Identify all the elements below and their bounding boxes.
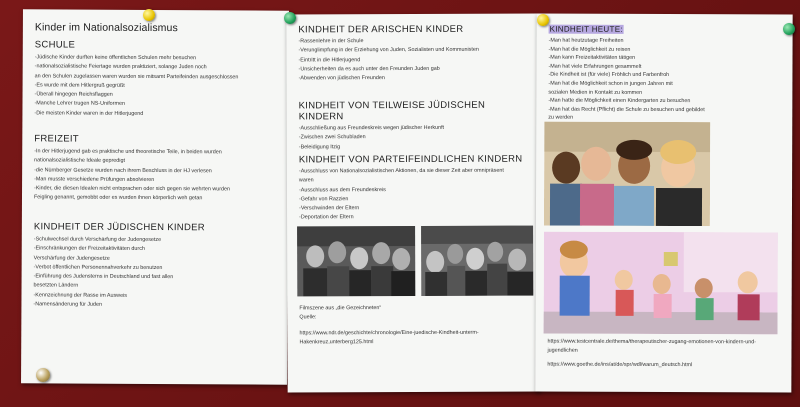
list-item: -Jüdische Kinder durften keine öffentlichen Schulen mehr besuchen bbox=[34, 54, 197, 62]
list-item: -Deportation der Eltern bbox=[299, 214, 354, 221]
list-item: -Schulwechsel durch Verschärfung der Judengesetze bbox=[33, 236, 162, 244]
list-item: -Die meisten Kinder waren in der Hitlerjugend bbox=[34, 110, 144, 117]
list-item: -Man hat viele Erfahrungen gesammelt bbox=[548, 63, 642, 70]
list-item: -Unsicherheiten da es auch unter den Freunden Juden gab bbox=[298, 65, 440, 73]
list-item: -Man hat heutzutage Freiheiten bbox=[548, 37, 624, 44]
pushpin-yellow bbox=[537, 14, 549, 26]
list-item: -Man hat die Möglichkeit schon in jungen Jahren mit bbox=[548, 80, 673, 87]
section-heading-parteifeindliche-kinder: KINDHEIT VON PARTEIFEINDLICHEN KINDERN bbox=[298, 153, 523, 166]
list-item: waren bbox=[298, 177, 314, 184]
list-item: zu werden bbox=[548, 114, 574, 122]
section-heading-freizeit: FREIZEIT bbox=[34, 133, 79, 145]
poster-nationalsozialismus bbox=[21, 9, 289, 384]
pushpin-gold bbox=[36, 368, 50, 382]
list-item: an den Schulen zugelassen waren wurden sie mitsamt Parteifeinden ausgeschlossen bbox=[34, 72, 239, 81]
list-item: -Ausschließung aus Freundeskreis wegen jüdischer Herkunft bbox=[298, 124, 445, 132]
list-item: -Namensänderung für Juden bbox=[33, 301, 103, 308]
section-heading-arische-kinder: KINDHEIT DER ARISCHEN KINDER bbox=[298, 23, 464, 36]
photo-caption: Filmszene aus „die Gezeichneten“ bbox=[299, 305, 382, 312]
list-item: -Eintritt in die Hitlerjugend bbox=[298, 56, 361, 63]
list-item: -Manche Lehrer trugen NS-Uniformen bbox=[34, 100, 125, 108]
pushpin-green bbox=[284, 12, 296, 24]
page-title: Kinder im Nationalsozialismus bbox=[34, 21, 178, 35]
list-item: -Einschränkungen der Freizeitaktivitäten durch bbox=[33, 245, 145, 253]
list-item: -Zwischen zwei Schubladen bbox=[298, 134, 366, 141]
list-item: -Man hat die Möglichkeit zu reisen bbox=[548, 46, 631, 53]
list-item: -Man musste verschiedene Prüfungen absolvieren bbox=[34, 176, 155, 183]
list-item: -Kinder, die diesen Idealen nicht entsprachen oder sich gegen sie wehrten wurden bbox=[34, 185, 231, 193]
list-item: -Man kann Freizeitaktivitäten tätigen bbox=[548, 54, 636, 62]
list-item: -Verunglimpfung in der Erziehung von Juden, Sozialisten und Kommunisten bbox=[298, 47, 479, 54]
list-item: -In der Hitlerjugend gab es praktische und theoretische Teile, in beiden wurden bbox=[34, 148, 222, 156]
list-item: -Verschwinden der Eltern bbox=[299, 205, 360, 212]
list-item: -Ausschluss aus dem Freundeskreis bbox=[298, 186, 386, 193]
list-item: -Es wurde mit dem Hitlergruß gegrüßt bbox=[34, 82, 125, 89]
list-item: -Überall hingegen Reichsflaggen bbox=[34, 91, 113, 98]
list-item: -Gefahr von Razzien bbox=[298, 196, 349, 203]
source-url: https://www.goethe.de/ins/at/de/spr/wdl/warum_deutsch.html bbox=[547, 361, 693, 368]
list-item: -Kennzeichnung der Rasse im Ausweis bbox=[33, 292, 127, 299]
pushpin-yellow bbox=[143, 9, 155, 21]
list-item: -nationalsozialistische Feiertage wurden praktiziert, solange Juden noch bbox=[34, 63, 207, 71]
list-item: -Ausschluss von Nationalsozialistischen Aktionen, da sie dieser Zeit aber omnipräsent bbox=[298, 167, 504, 175]
list-item: -die Nürnberger Gesetze wurden nach ihrem Beschluss in der HJ verlesen bbox=[34, 166, 212, 174]
list-item: Verschärfung der Judengesetze bbox=[33, 254, 110, 262]
source-url: https://www.ndr.de/geschichte/chronologie/Eine-juedische-Kindheit-unterm-Hakenkreuz,unterberg125.html bbox=[299, 329, 479, 346]
list-item: -Beleidigung Itzig bbox=[298, 143, 341, 150]
list-item: -Die Kindheit ist (für viele) Fröhlich und Farbenfroh bbox=[548, 71, 670, 79]
list-item: sozialen Medien in Kontakt zu kommen bbox=[548, 89, 643, 96]
list-item: -Rassenlehre in der Schule bbox=[298, 38, 364, 45]
list-item: -Einführung des Judensterns in Deutschland und fast allen bbox=[33, 273, 174, 281]
children-smiling-photo bbox=[544, 122, 710, 227]
list-item: -Man hat das Recht (Pflicht) die Schule zu besuchen und gebildet bbox=[548, 106, 705, 113]
list-item: nationalsozialistische Ideale gepredigt bbox=[34, 157, 126, 165]
poster-kindheit-heute bbox=[535, 14, 792, 393]
section-heading-teilweise-juedische-kinder: KINDHEIT VON TEILWEISE JÜDISCHEN KINDERN bbox=[298, 99, 486, 123]
list-item: Feigling genannt, gemobbt oder es wurden ihnen körperlich weh getan bbox=[33, 194, 203, 202]
source-url: https://www.testcentrale.de/thema/therapeutischer-zugang-emotionen-von-kindern-und-jugendlichen bbox=[547, 338, 757, 354]
list-item: besetzten Ländern bbox=[33, 282, 79, 290]
poster-kindheit-gruppen bbox=[286, 14, 539, 393]
pushpin-green bbox=[783, 23, 795, 35]
section-heading-kindheit-heute: KINDHEIT HEUTE: bbox=[549, 24, 623, 34]
film-still-photo-2 bbox=[421, 226, 533, 296]
source-label: Quelle: bbox=[299, 314, 317, 321]
list-item: -Man hatte die Möglichkeit einen Kindergarten zu besuchen bbox=[548, 97, 691, 105]
list-item: -Abwenden von jüdischen Freunden bbox=[298, 75, 385, 82]
children-playing-photo bbox=[544, 232, 778, 335]
film-still-photo-1 bbox=[297, 226, 415, 296]
section-heading-juedische-kinder: KINDHEIT DER JÜDISCHEN KINDER bbox=[33, 221, 205, 234]
list-item: -Verbot öffentlichen Personennahverkehr zu benutzen bbox=[33, 264, 163, 271]
section-heading-schule: SCHULE bbox=[34, 39, 76, 51]
